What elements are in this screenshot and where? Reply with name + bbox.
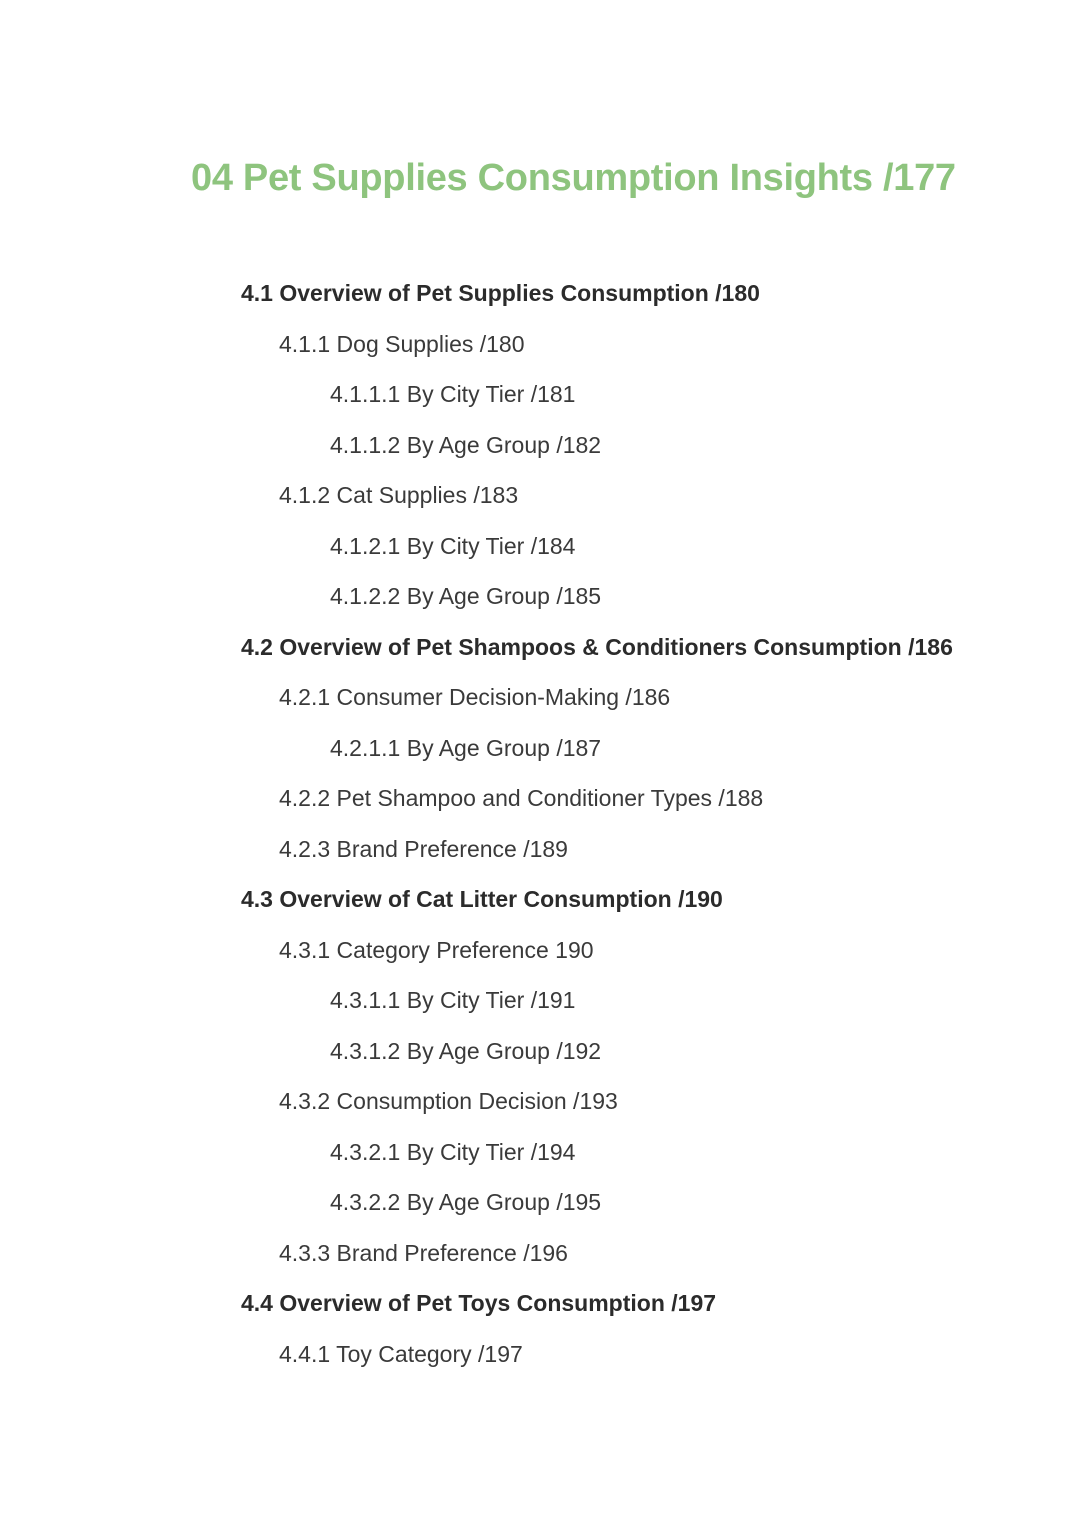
- toc-subsection-4-1-2: 4.1.2 Cat Supplies /183: [279, 482, 519, 508]
- toc-section-4-3: 4.3 Overview of Cat Litter Consumption /190: [241, 886, 723, 912]
- toc-section-4-2: 4.2 Overview of Pet Shampoos & Conditioners Consumption /186: [241, 633, 953, 660]
- toc-subsection-4-1-1: 4.1.1 Dog Supplies /180: [279, 330, 525, 357]
- toc-subsection-4-4-1: 4.4.1 Toy Category /197: [279, 1340, 523, 1367]
- toc-item-4-1-1-2: 4.1.1.2 By Age Group /182: [330, 431, 602, 458]
- toc-item-4-3-2-2: 4.3.2.2 By Age Group /195: [330, 1189, 602, 1215]
- toc-subsection-4-3-2: 4.3.2 Consumption Decision /193: [279, 1088, 618, 1114]
- toc-subsection-4-2-1: 4.2.1 Consumer Decision-Making /186: [279, 684, 671, 710]
- toc-section-4-1: 4.1 Overview of Pet Supplies Consumption /180: [241, 280, 760, 306]
- toc-item-4-1-2-2: 4.1.2.2 By Age Group /185: [330, 583, 602, 609]
- toc-item-4-1-2-1: 4.1.2.1 By City Tier /184: [330, 532, 576, 559]
- toc-section-4-4: 4.4 Overview of Pet Toys Consumption /197: [241, 1290, 717, 1316]
- toc-item-4-1-1-1: 4.1.1.1 By City Tier /181: [330, 381, 576, 407]
- toc-item-4-2-1-1: 4.2.1.1 By Age Group /187: [330, 734, 602, 761]
- chapter-title: 04 Pet Supplies Consumption Insights /177: [191, 157, 956, 199]
- toc-subsection-4-3-3: 4.3.3 Brand Preference /196: [279, 1239, 568, 1266]
- toc-item-4-3-1-2: 4.3.1.2 By Age Group /192: [330, 1037, 602, 1064]
- toc-subsection-4-3-1: 4.3.1 Category Preference 190: [279, 936, 594, 963]
- table-of-contents: [0, 268, 1080, 1379]
- toc-subsection-4-2-2: 4.2.2 Pet Shampoo and Conditioner Types /188: [279, 785, 764, 811]
- toc-subsection-4-2-3: 4.2.3 Brand Preference /189: [279, 835, 568, 862]
- toc-item-4-3-2-1: 4.3.2.1 By City Tier /194: [330, 1138, 576, 1165]
- toc-item-4-3-1-1: 4.3.1.1 By City Tier /191: [330, 987, 576, 1013]
